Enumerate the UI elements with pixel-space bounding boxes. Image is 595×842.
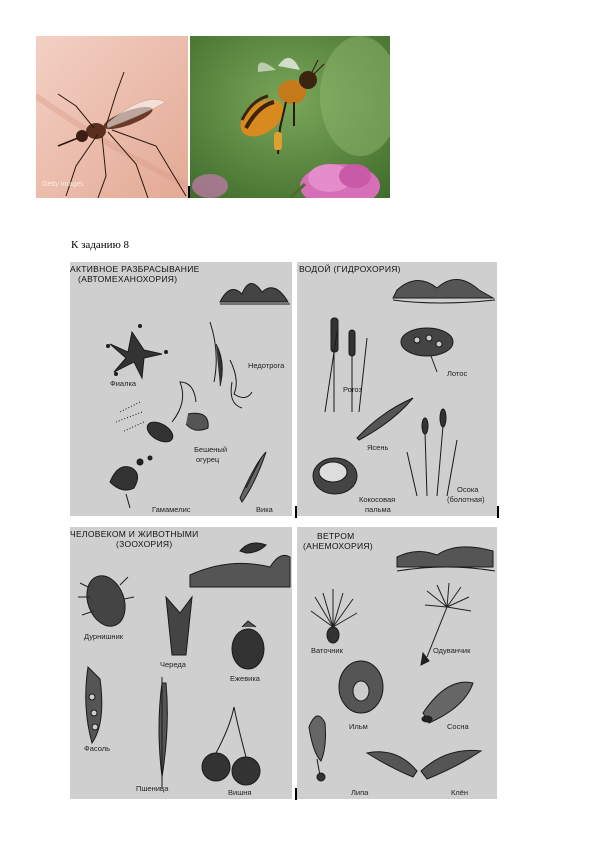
vetch-sketch	[240, 452, 266, 502]
label-fasol: Фасоль	[84, 744, 110, 753]
mosquito-photo	[36, 36, 188, 198]
cherry-sketch	[202, 707, 260, 785]
label-rogoz: Рогоз	[343, 385, 362, 394]
panel-auto-drawings	[70, 262, 292, 516]
label-vatochnik: Ваточник	[311, 646, 343, 655]
cattail-sketch	[325, 318, 367, 412]
label-beshenyi-2: огурец	[196, 455, 220, 464]
milkweed-sketch	[311, 589, 357, 643]
label-kokosovaya-2: пальма	[365, 505, 391, 514]
label-beshenyi-1: Бешеный	[194, 445, 228, 454]
label-ezhevika: Ежевика	[230, 674, 260, 683]
label-kokosovaya-1: Кокосовая	[359, 495, 396, 504]
label-vika: Вика	[256, 505, 273, 514]
label-klen: Клён	[451, 788, 469, 797]
impatiens-sketch	[210, 322, 252, 408]
label-gamamelis: Гамамелис	[152, 505, 191, 514]
label-pshenitsa: Пшеница	[136, 784, 169, 793]
pine-seed-sketch	[422, 682, 473, 723]
wheat-sketch	[159, 677, 167, 789]
coconut-sketch	[313, 458, 357, 494]
squirting-cucumber-sketch	[116, 382, 208, 446]
lotus-sketch	[401, 328, 453, 372]
mosquito-illustration	[36, 36, 188, 198]
maple-seed-sketch	[367, 750, 481, 779]
panel-water-title: ВОДОЙ (ГИДРОХОРИЯ)	[299, 264, 401, 274]
panel-auto-title-line2: (АВТОМЕХАНОХОРИЯ)	[78, 274, 178, 284]
violet-sketch	[107, 325, 168, 379]
panel-zoochory	[70, 527, 292, 799]
bean-pod-sketch	[86, 667, 102, 743]
panel-wind-title-line2: (АНЕМОХОРИЯ)	[303, 541, 373, 551]
sedge-sketch	[407, 409, 457, 496]
linden-sketch	[309, 716, 326, 781]
label-ilm: Ильм	[349, 722, 368, 731]
panel-anemochory	[297, 527, 497, 799]
panel-auto-title-line1: АКТИВНОЕ РАЗБРАСЫВАНИЕ	[70, 264, 200, 274]
label-yasen: Ясень	[367, 443, 389, 452]
ash-seed-sketch	[357, 398, 413, 440]
panel-corner-mark	[497, 506, 499, 518]
panel-water-drawings	[297, 262, 497, 516]
label-chereda: Череда	[160, 660, 186, 669]
panel-wind-title-line1: ВЕТРОМ	[317, 531, 355, 541]
wind-landscape-sketch	[397, 547, 495, 571]
panel-animals-title-line2: (ЗООХОРИЯ)	[116, 539, 173, 549]
label-lipa: Липа	[351, 788, 369, 797]
panel-wind-drawings	[297, 527, 497, 799]
bee-on-clover-photo	[190, 36, 390, 198]
label-lotos: Лотос	[447, 369, 468, 378]
animals-landscape-sketch	[190, 543, 290, 587]
water-landscape-sketch	[393, 279, 495, 303]
label-nedotroga: Недотрога	[248, 361, 285, 370]
watermark-text: Getty Images	[42, 181, 84, 188]
label-osoka-1: Осока	[457, 485, 479, 494]
label-fialka: Фиалка	[110, 379, 137, 388]
panel-automechanochory	[70, 262, 292, 516]
landscape-sketch	[220, 283, 290, 304]
label-vishnya: Вишня	[228, 788, 252, 797]
label-osoka-2: (болотная)	[447, 495, 485, 504]
label-durnishnik: Дурнишник	[84, 632, 124, 641]
witch-hazel-sketch	[110, 456, 152, 508]
elm-seed-sketch	[339, 661, 383, 713]
label-sosna: Сосна	[447, 722, 469, 731]
bur-marigold-sketch	[166, 597, 192, 655]
cocklebur-sketch	[78, 570, 134, 631]
panel-hydrochory	[297, 262, 497, 516]
blackberry-sketch	[232, 621, 264, 669]
panel-animals-title-line1: ЧЕЛОВЕКОМ И ЖИВОТНЫМИ	[70, 529, 199, 539]
bee-illustration	[190, 36, 390, 198]
label-oduvanchik: Одуванчик	[433, 646, 471, 655]
panel-corner-mark	[295, 506, 297, 518]
page-caption: К заданию 8	[71, 239, 130, 251]
